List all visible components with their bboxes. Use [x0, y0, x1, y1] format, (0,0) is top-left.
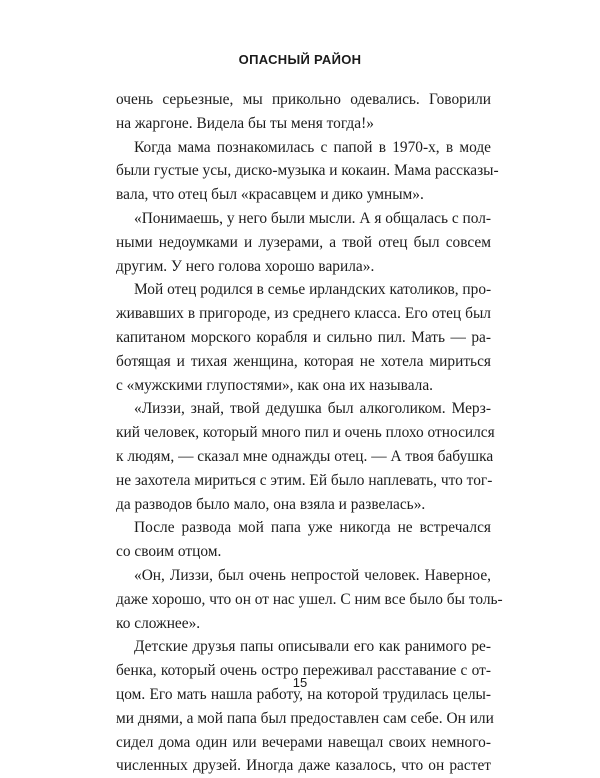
text-line: кий человек, который много пил и очень плохо относился: [116, 424, 495, 442]
text-line: цом. Его мать нашла работу, на которой трудилась целы-: [116, 685, 491, 703]
paragraph-first-line: После развода мой папа уже никогда не встречался: [134, 519, 491, 537]
text-line: вала, что отец был «красавцем и дико умным».: [116, 186, 424, 204]
text-line: сидел дома один или вечерами навещал своих немного-: [116, 733, 491, 751]
text-line: к людям, — сказал мне однажды отец. — А твоя бабушка: [116, 447, 494, 465]
text-line: не захотела мириться с этим. Ей было наплевать, что тог-: [116, 471, 493, 489]
text-line: бенка, который очень остро переживал расставание с от-: [116, 662, 491, 680]
text-line: другим. У него голова хорошо варила».: [116, 257, 375, 275]
paragraph-first-line: «Лиззи, знай, твой дедушка был алкоголиком. Мерз-: [134, 400, 491, 418]
text-line: ко сложнее».: [116, 614, 201, 632]
running-header: ОПАСНЫЙ РАЙОН: [238, 52, 362, 67]
text-line: численных друзей. Иногда даже казалось, что он растет: [116, 757, 491, 775]
text-line: капитаном морского корабля и сильно пил. Мать — ра-: [116, 328, 491, 346]
paragraph-first-line: Когда мама познакомилась с папой в 1970-х, в моде: [134, 138, 491, 156]
text-line: ботящая и тихая женщина, которая не хотела мириться: [116, 352, 491, 370]
text-line: с «мужскими глупостями», как она их называла.: [116, 376, 434, 394]
text-line: со своим отцом.: [116, 543, 222, 561]
paragraph-first-line: «Он, Лиззи, был очень непростой человек. Наверное,: [134, 566, 491, 584]
text-line: да разводов было мало, она взяла и развелась».: [116, 495, 426, 513]
paragraph-first-line: «Понимаешь, у него были мысли. А я общалась с пол-: [134, 209, 492, 227]
text-line: на жаргоне. Видела бы ты меня тогда!»: [116, 114, 374, 132]
text-line: были густые усы, диско-музыка и кокаин. Мама рассказы-: [116, 162, 499, 180]
page-number: 15: [292, 675, 308, 690]
text-line: живавших в пригороде, из среднего класса. Его отец был: [116, 305, 491, 323]
text-line: ми днями, а мой папа был предоставлен сам себе. Он или: [116, 709, 494, 727]
paragraph-first-line: Детские друзья папы описывали его как ранимого ре-: [134, 638, 491, 656]
text-line: очень серьезные, мы прикольно одевались. Говорили: [116, 91, 491, 108]
paragraph-first-line: Мой отец родился в семье ирландских католиков, про-: [134, 281, 492, 299]
text-line: ными недоумками и лузерами, а твой отец был совсем: [116, 233, 491, 251]
text-line: даже хорошо, что он от нас ушел. С ним все было бы толь-: [116, 590, 503, 608]
